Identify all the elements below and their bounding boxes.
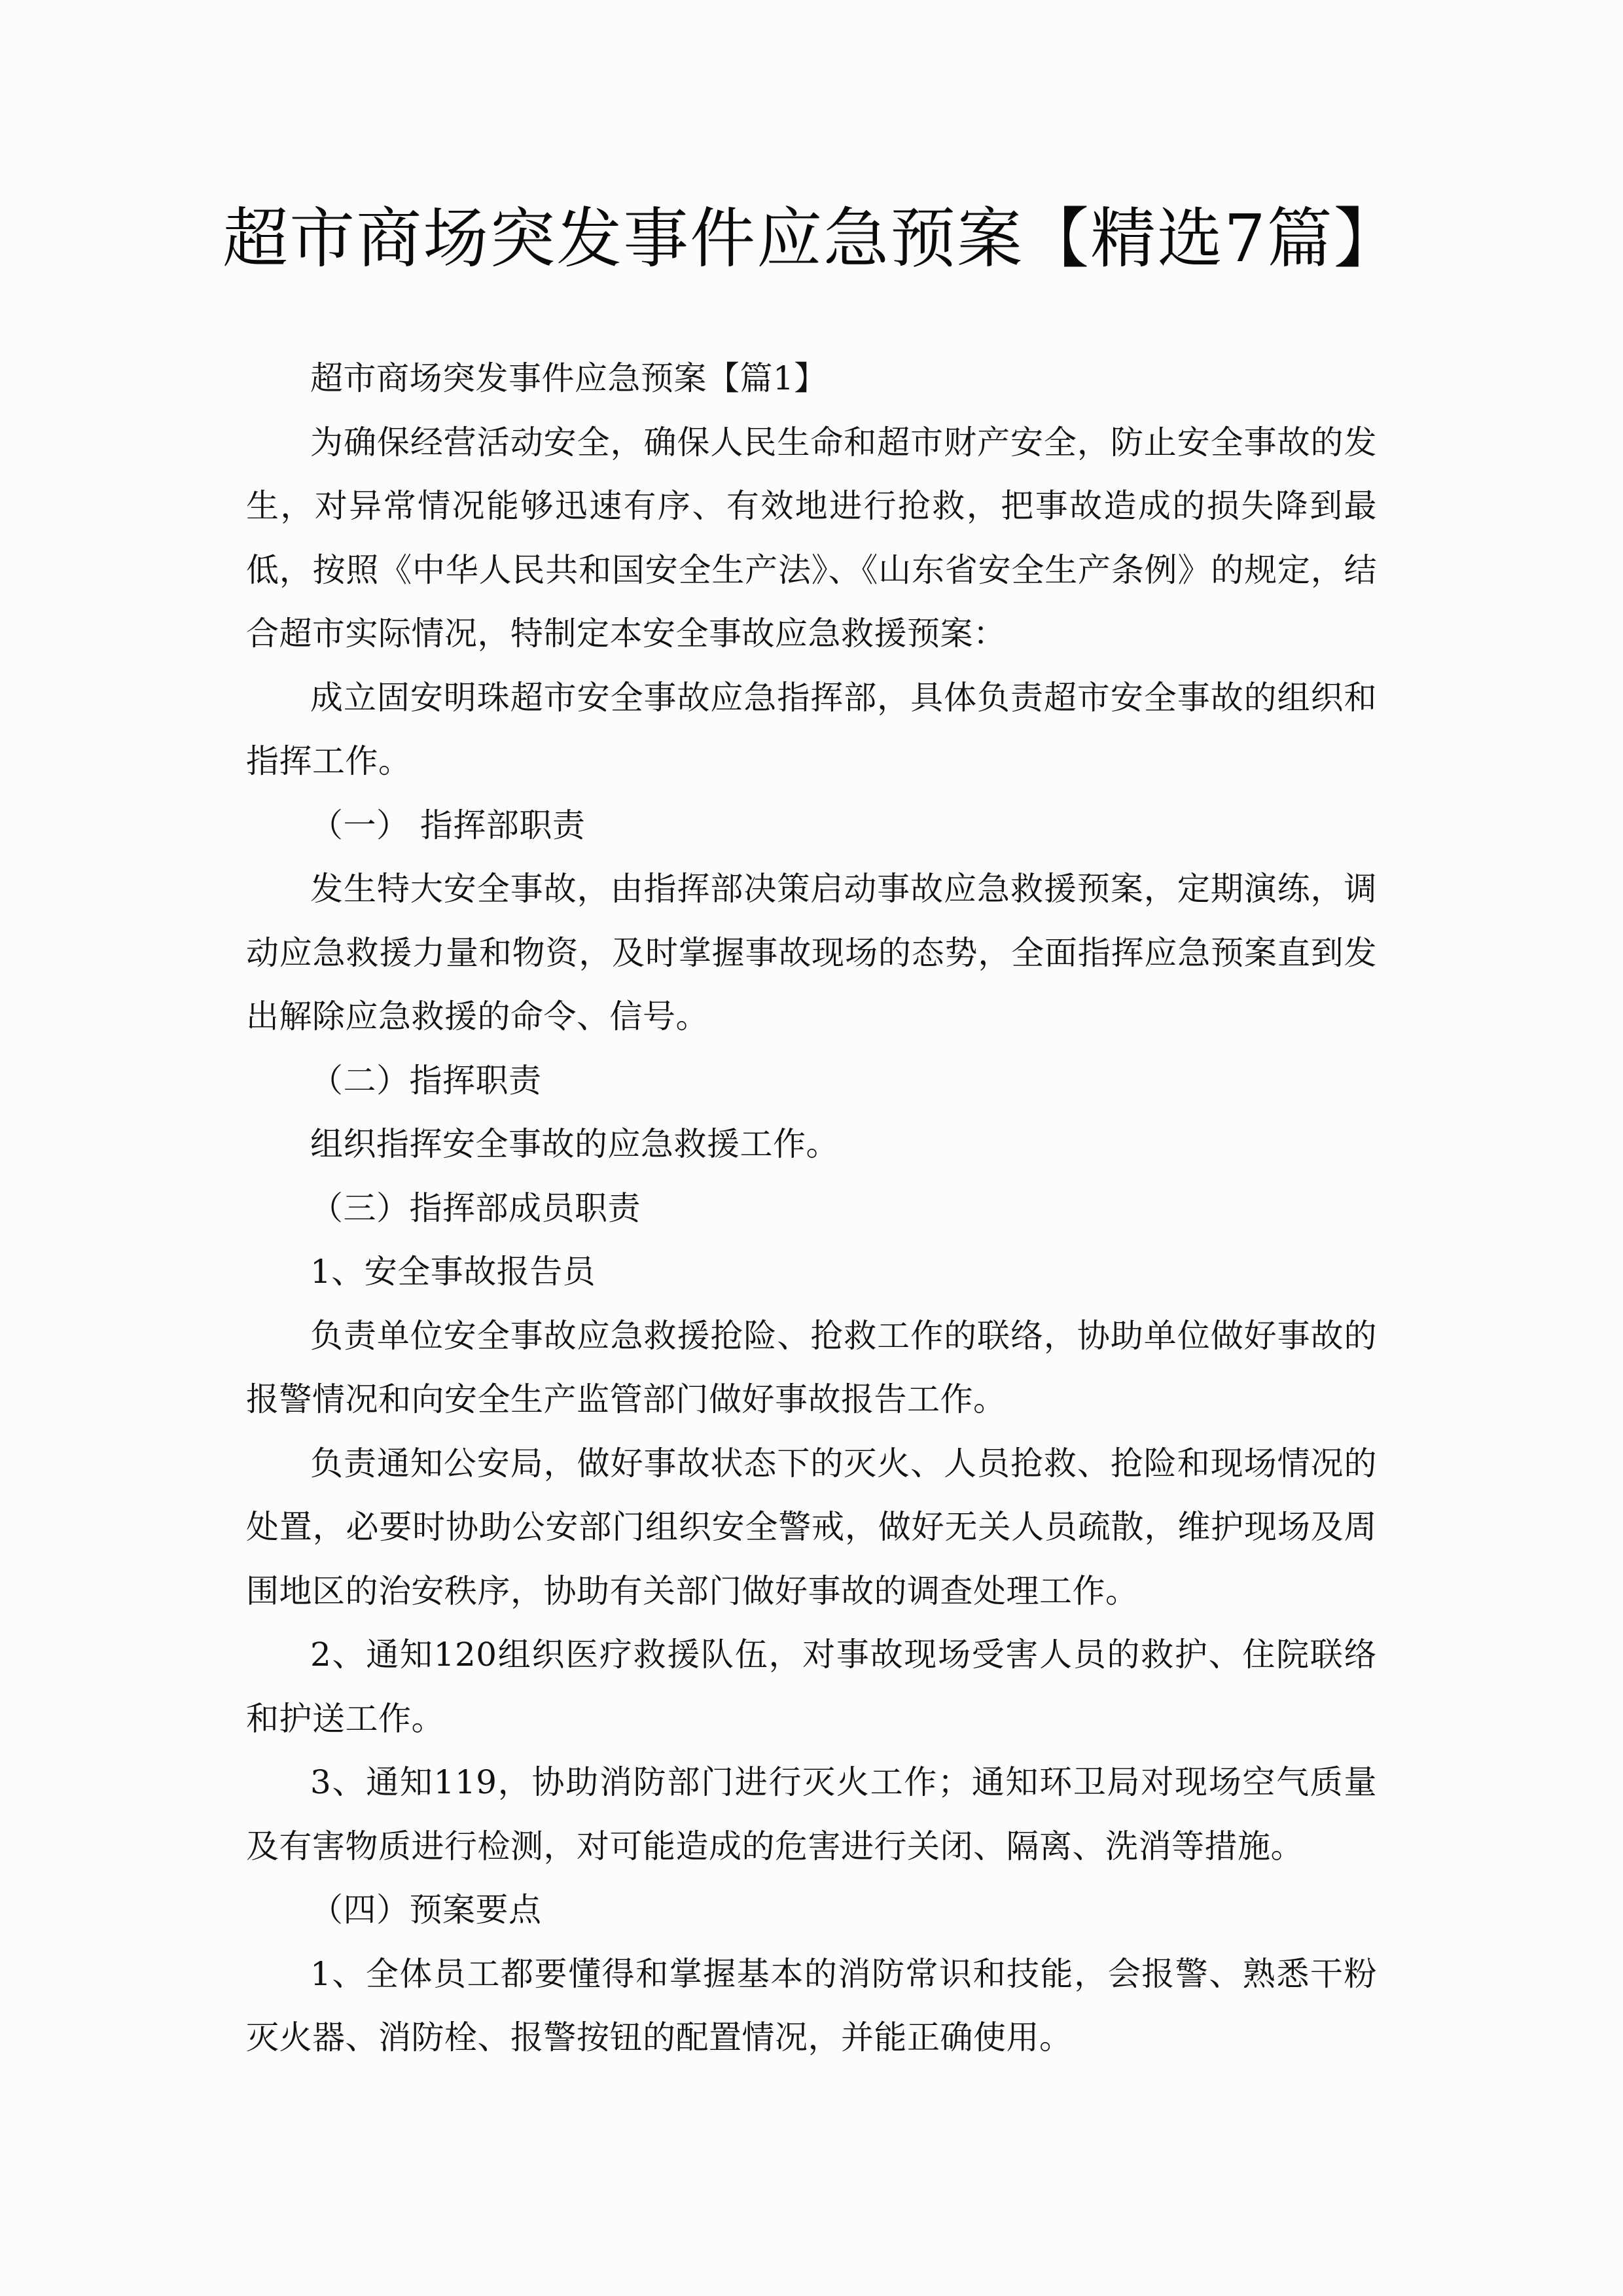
subheading-member-duties: （三）指挥部成员职责 xyxy=(310,1189,641,1227)
list-item-staff-training: 1、全体员工都要懂得和掌握基本的消防常识和技能，会报警、熟悉干粉灭火器、消防栓、报警按钮的配置情况，并能正确使用。 xyxy=(246,1954,1377,2056)
list-item-notify-120: 2、通知120组织医疗救援队伍，对事故现场受害人员的救护、住院联络和护送工作。 xyxy=(246,1636,1377,1738)
list-item-notify-119: 3、通知119，协助消防部门进行灭火工作；通知环卫局对现场空气质量及有害物质进行检测，对可能造成的危害进行关闭、隔离、洗消等措施。 xyxy=(246,1763,1377,1865)
list-item-reporter: 1、安全事故报告员 xyxy=(310,1253,596,1291)
subheading-direction-duties: （二）指挥职责 xyxy=(310,1061,542,1100)
document-body xyxy=(246,347,1377,2070)
document-title: 超市商场突发事件应急预案【精选7篇】 xyxy=(223,200,1400,277)
police-notify-paragraph: 负责通知公安局，做好事故状态下的灭火、人员抢救、抢险和现场情况的处置，必要时协助公安部门组织安全警戒，做好无关人员疏散，维护现场及周围地区的治安秩序，协助有关部门做好事故的调查处理工作。 xyxy=(246,1444,1377,1610)
subheading-plan-key-points: （四）预案要点 xyxy=(310,1891,542,1929)
intro-paragraph: 为确保经营活动安全，确保人民生命和超市财产安全，防止安全事故的发生，对异常情况能够迅速有序、有效地进行抢救，把事故造成的损失降到最低，按照《中华人民共和国安全生产法》、《山东省安全生产条例》的规定，结合超市实际情况，特制定本安全事故应急救援预案： xyxy=(246,423,1377,653)
command-center-paragraph: 成立固安明珠超市安全事故应急指挥部，具体负责超市安全事故的组织和指挥工作。 xyxy=(246,678,1377,780)
reporter-duties-paragraph: 负责单位安全事故应急救援抢险、抢救工作的联络，协助单位做好事故的报警情况和向安全生产监管部门做好事故报告工作。 xyxy=(246,1316,1377,1418)
subheading-command-duties: （一） 指挥部职责 xyxy=(310,806,586,844)
section-heading-part-1: 超市商场突发事件应急预案【篇1】 xyxy=(310,359,827,397)
command-duties-paragraph: 发生特大安全事故，由指挥部决策启动事故应急救援预案，定期演练，调动应急救援力量和物资，及时掌握事故现场的态势，全面指挥应急预案直到发出解除应急救援的命令、信号。 xyxy=(246,870,1377,1035)
direction-duties-paragraph: 组织指挥安全事故的应急救援工作。 xyxy=(310,1125,839,1163)
